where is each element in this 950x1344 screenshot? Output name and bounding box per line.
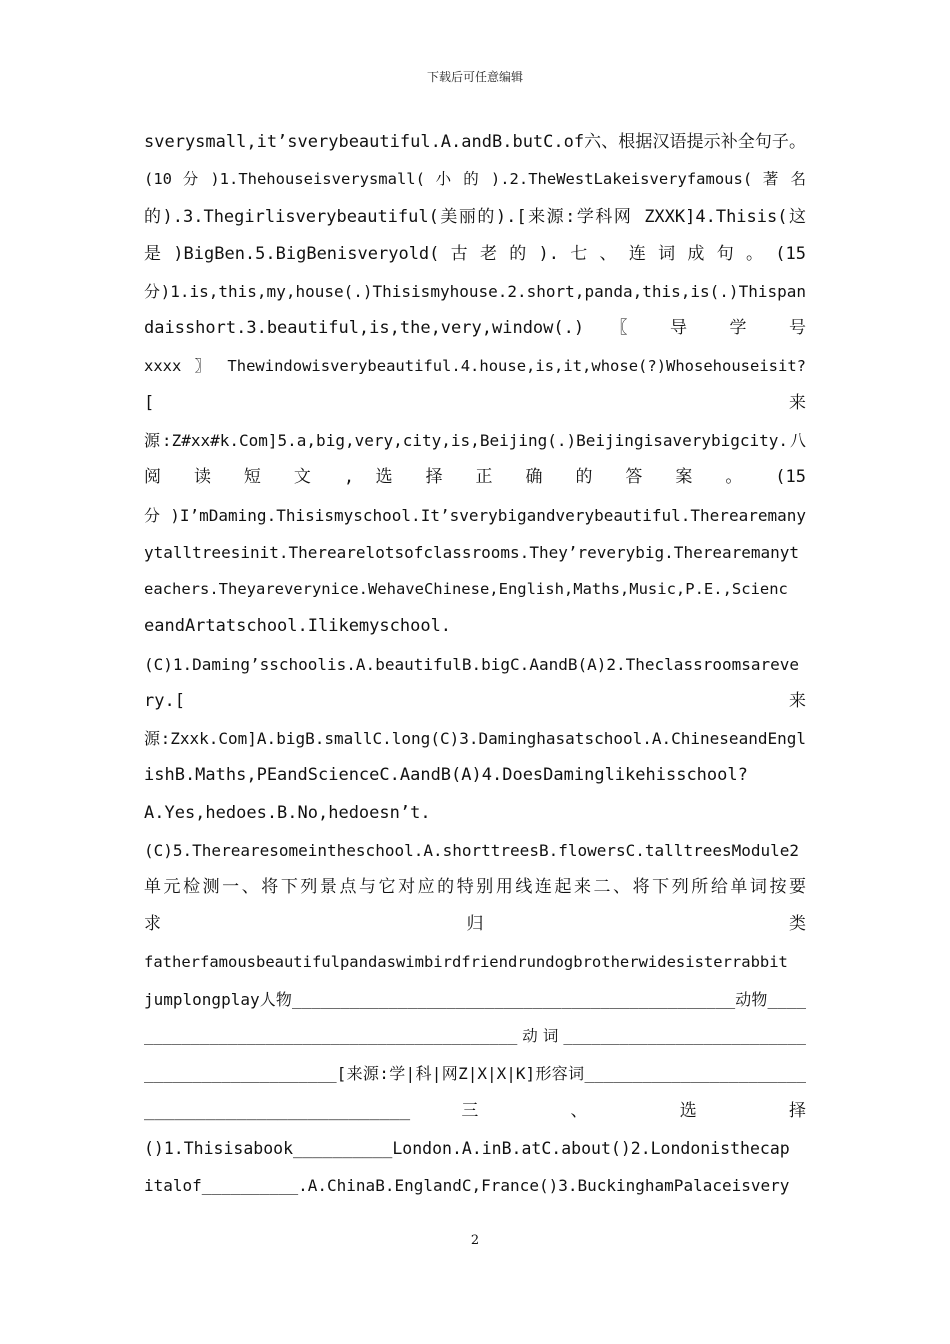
text-line: 单元检测一、将下列景点与它对应的特别用线连起来二、将下列所给单词按要 (144, 877, 806, 897)
text-line: eachers.Theyareverynice.WehaveChinese,English,Maths,Music,P.E.,Scienc (144, 580, 788, 598)
text-line: ishB.Maths,PEandScienceC.AandB(A)4.DoesDaminglikehisschool? (144, 765, 748, 786)
text-line: 分)1.is,this,my,house(.)Thisismyhouse.2.short,panda,this,is(.)Thispan (144, 282, 806, 301)
text-line: jumplongplay人物______________________________________________动物____ (144, 989, 806, 1009)
page-number: 2 (470, 1233, 480, 1248)
text-line: 是 )BigBen.5.BigBenisveryold( 古 老 的 ). 七 、 连 词 成 句 。 (15 (144, 243, 806, 264)
text-line: __________________________ 三 、 选 择 (144, 1100, 806, 1121)
text-line: 阅 读 短 文 , 选 择 正 确 的 答 案 。 (15 (144, 467, 806, 488)
text-line: ytalltreesinit.Therearelotsofclassrooms.They’reverybig.Therearemanyt (144, 542, 800, 562)
page-header: 下载后可任意编辑 (426, 70, 523, 84)
text-line: (10 分 )1.Thehouseisverysmall( 小 的 ).2.TheWestLakeisveryfamous( 著 名 (144, 170, 806, 189)
text-line: (C)1.Daming’sschoolis.A.beautifulB.bigC.AandB(A)2.Theclassroomsareve (144, 654, 800, 674)
page-body (144, 124, 806, 1204)
text-line: sverysmall,it’sverybeautiful.A.andB.butC.of六、根据汉语提示补全句子。 (144, 132, 806, 152)
text-line: 源:Zxxk.Com]A.bigB.smallC.long(C)3.Daminghasatschool.A.ChineseandEngl (144, 729, 806, 748)
text-line: 分)I’mDaming.Thisismyschool.It’sverybigandverybeautiful.Therearemany (144, 505, 806, 525)
text-line: fatherfamousbeautifulpandaswimbirdfriendrundogbrotherwidesisterrabbit (144, 952, 788, 971)
text-line: [ 来 (144, 392, 806, 413)
text-line: 源:Z#xx#k.Com]5.a,big,very,city,is,Beijing(.)Beijingisaverybigcity.八 (144, 431, 806, 450)
text-line: ____________________[来源:学|科|网Z|X|X|K]形容词_______________________ (144, 1064, 806, 1084)
text-line: italof__________.A.ChinaB.EnglandC,France()3.BuckinghamPalaceisvery (144, 1176, 790, 1195)
text-line: 的).3.Thegirlisverybeautiful(美丽的).[来源:学科网 ZXXK]4.Thisis(这 (144, 206, 806, 227)
text-line: ________________________________________动词__________________________ (144, 1027, 806, 1045)
text-line: eandArtatschool.Ilikemyschool. (144, 616, 452, 637)
text-line: (C)5.Therearesomeintheschool.A.shorttreesB.flowersC.talltreesModule2 (144, 840, 800, 860)
text-line: 求 归 类 (144, 914, 806, 935)
text-line: ()1.Thisisabook__________London.A.inB.atC.about()2.Londonisthecap (144, 1138, 790, 1158)
text-line: A.Yes,hedoes.B.No,hedoesn’t. (144, 802, 431, 823)
text-line: ry.[ 来 (144, 690, 806, 711)
text-line: xxxx 〗 Thewindowisverybeautiful.4.house,is,it,whose(?)Whosehouseisit? (144, 356, 806, 375)
text-line: daisshort.3.beautiful,is,the,very,window(.) 〖 导 学 号 (144, 318, 806, 339)
